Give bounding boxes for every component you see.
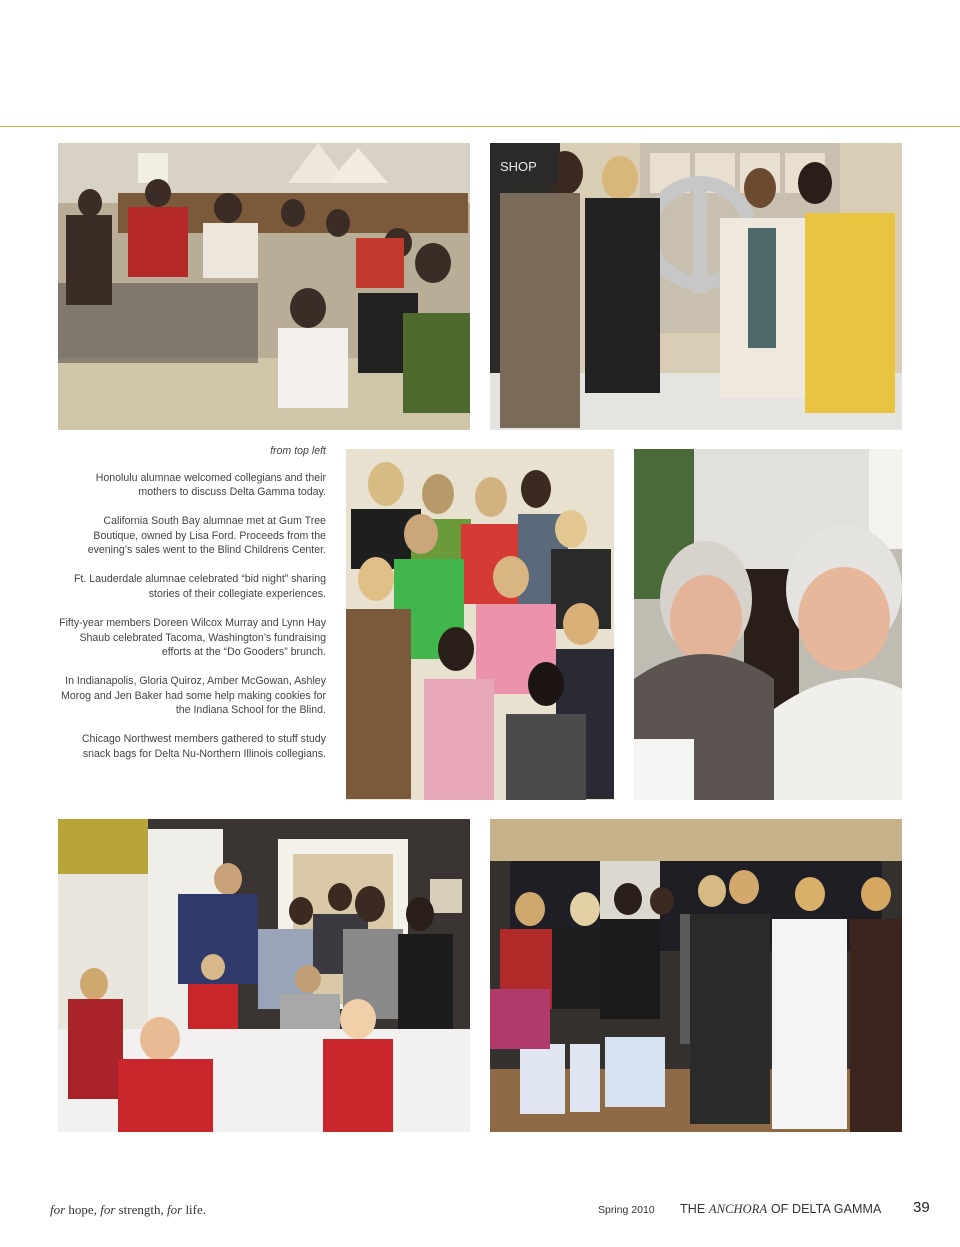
- caption-chicago-northwest: Chicago Northwest members gathered to stuff study snack bags for Delta Nu-Northern Illinois collegians.: [81, 733, 326, 760]
- footer-issue-date: Spring 2010: [598, 1204, 655, 1216]
- caption-california-south-bay: California South Bay alumnae met at Gum Tree Boutique, owned by Lisa Ford. Proceeds from the evening’s sales went to the Blind Childrens Center.: [87, 515, 326, 557]
- page-number: 39: [913, 1199, 930, 1216]
- footer-magazine-title: THE ANCHORA OF DELTA GAMMA: [680, 1202, 882, 1216]
- footer-motto: for hope, for strength, for life.: [50, 1202, 207, 1217]
- captions-heading: from top left: [270, 445, 326, 457]
- photo-ft-lauderdale-bid-night: [346, 449, 614, 800]
- photo-gum-tree-boutique: [490, 143, 902, 430]
- photo-honolulu-alumnae: [58, 143, 470, 430]
- shop-sign-text: SHOP: [500, 159, 537, 174]
- caption-ft-lauderdale: Ft. Lauderdale alumnae celebrated “bid night” sharing stories of their collegiate experiences.: [73, 573, 326, 600]
- header-rule: [0, 126, 960, 127]
- caption-tacoma: Fifty-year members Doreen Wilcox Murray and Lynn Hay Shaub celebrated Tacoma, Washington’s fundraising efforts at the “Do Gooders” brunch.: [59, 616, 326, 659]
- photo-captions: [58, 444, 326, 776]
- photo-indianapolis-cookies: [58, 819, 470, 1132]
- photo-tacoma-fifty-year-members: [634, 449, 902, 800]
- caption-indianapolis: In Indianapolis, Gloria Quiroz, Amber McGowan, Ashley Morog and Jen Baker had some help making cookies for the Indiana School for the Blind.: [61, 675, 326, 717]
- caption-honolulu: Honolulu alumnae welcomed collegians and their mothers to discuss Delta Gamma today.: [95, 471, 326, 499]
- photo-chicago-northwest-snack-bags: [490, 819, 902, 1132]
